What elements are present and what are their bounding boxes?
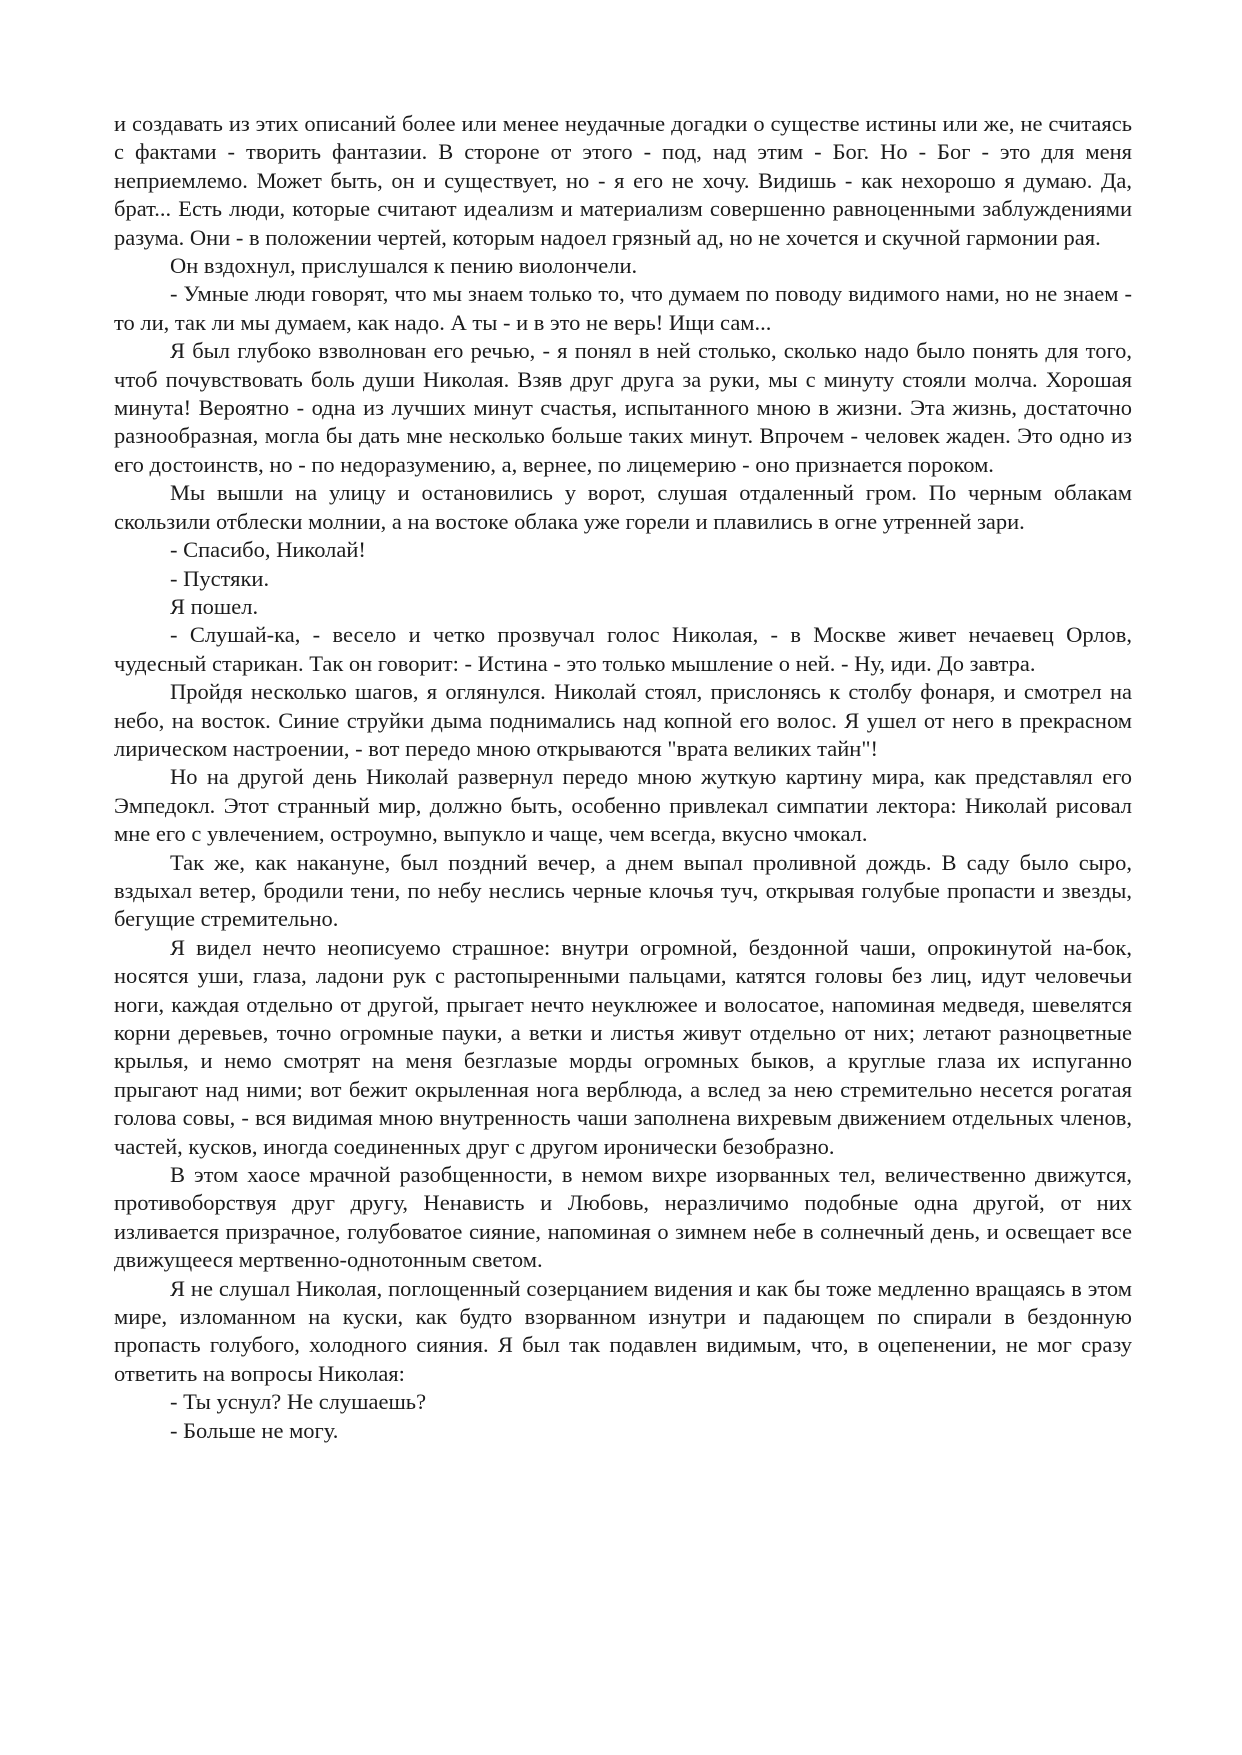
paragraph-6: - Спасибо, Николай! [170,537,366,563]
paragraph-9: - Слушай-ка, - весело и четко прозвучал голос Николая, - в Москве живет нечаевец Орлов, чудесный старикан. Так он говорит: - Истина - это только мышление о ней. - Ну, иди. До завтра. [114,622,1132,676]
paragraph-11: Но на другой день Николай развернул передо мною жуткую картину мира, как представлял его Эмпедокл. Этот странный мир, должно быть, особенно привлекал симпатии лектора: Николай рисовал мне его с увлечением, остроумно, выпукло и чаще, чем всегда, вкусно чмокал. [114,764,1132,847]
paragraph-16: - Ты уснул? Не слушаешь? [170,1389,427,1415]
paragraph-4: Я был глубоко взволнован его речью, - я понял в ней столько, сколько надо было понять для того, чтоб почувствовать боль души Николая. Взяв друг друга за руки, мы с минуту стояли молча. Хорошая минута! Вероятно - одна из лучших минут счастья, испытанного мною в жизни. Эта жизнь, достаточно разнообразная, могла бы дать мне несколько больше таких минут. Впрочем - человек жаден. Это одно из его достоинств, но - по недоразумению, а, вернее, по лицемерию - оно признается пороком. [114,338,1132,477]
paragraph-15: Я не слушал Николая, поглощенный созерцанием видения и как бы тоже медленно вращаясь в этом мире, изломанном на куски, как будто взорванном изнутри и падающем по спирали в бездонную пропасть голубого, холодного сияния. Я был так подавлен видимым, что, в оцепенении, не мог сразу ответить на вопросы Николая: [114,1275,1132,1386]
paragraph-14: В этом хаосе мрачной разобщенности, в немом вихре изорванных тел, величественно движутся, противоборствуя друг другу, Ненависть и Любовь, неразличимо подобные одна другой, от них изливается призрачное, голубоватое сияние, напоминая о зимнем небе в солнечный день, и освещает все движущееся мертвенно-однотонным светом. [114,1162,1132,1273]
paragraph-13: Я видел нечто неописуемо страшное: внутри огромной, бездонной чаши, опрокинутой на-бок, носятся уши, глаза, ладони рук с растопыренными пальцами, катятся головы без лиц, идут человечьи ноги, каждая отдельно от другой, прыгает нечто неуклюжее и волосатое, напоминая медведя, шевелятся корни деревьев, точно огромные пауки, а ветки и листья живут отдельно от них; летают разноцветные крылья, и немо смотрят на меня безглазые морды огромных быков, а круглые глаза их испуганно прыгают над ними; вот бежит окрыленная нога верблюда, а вслед за нею стремительно несется рогатая голова совы, - вся видимая мною внутренность чаши заполнена вихревым движением отдельных членов, частей, кусков, иногда соединенных друг с другом иронически безобразно. [114,934,1132,1159]
paragraph-1: и создавать из этих описаний более или менее неудачные догадки о существе истины или же, не считаясь с фактами - творить фантазии. В стороне от этого - под, над этим - Бог. Но - Бог - это для меня неприемлемо. Может быть, он и существует, но - я его не хочу. Видишь - как нехорошо я думаю. Да, брат... Есть люди, которые считают идеализм и материализм совершенно равноценными заблуждениями разума. Они - в положении чертей, которым надоел грязный ад, но не хочется и скучной гармонии рая. [114,111,1132,250]
paragraph-3: - Умные люди говорят, что мы знаем только то, что думаем по поводу видимого нами, но не знаем - то ли, так ли мы думаем, как надо. А ты - и в это не верь! Ищи сам... [114,281,1132,335]
paragraph-12: Так же, как накануне, был поздний вечер, а днем выпал проливной дождь. В саду было сыро, вздыхал ветер, бродили тени, по небу неслись черные клочья туч, открывая голубые пропасти и звезды, бегущие стремительно. [114,849,1132,932]
paragraph-17: - Больше не могу. [170,1417,339,1443]
page-text [114,110,1132,1445]
paragraph-10: Пройдя несколько шагов, я оглянулся. Николай стоял, прислонясь к столбу фонаря, и смотрел на небо, на восток. Синие струйки дыма поднимались над копной его волос. Я ушел от него в прекрасном лирическом настроении, - вот передо мною открываются "врата великих тайн"! [114,679,1132,761]
paragraph-8: Я пошел. [170,593,259,619]
paragraph-2: Он вздохнул, прислушался к пению виолончели. [170,253,638,279]
paragraph-7: - Пустяки. [170,565,270,591]
paragraph-5: Мы вышли на улицу и остановились у ворот, слушая отдаленный гром. По черным облакам скользили отблески молнии, а на востоке облака уже горели и плавились в огне утренней зари. [114,480,1132,534]
